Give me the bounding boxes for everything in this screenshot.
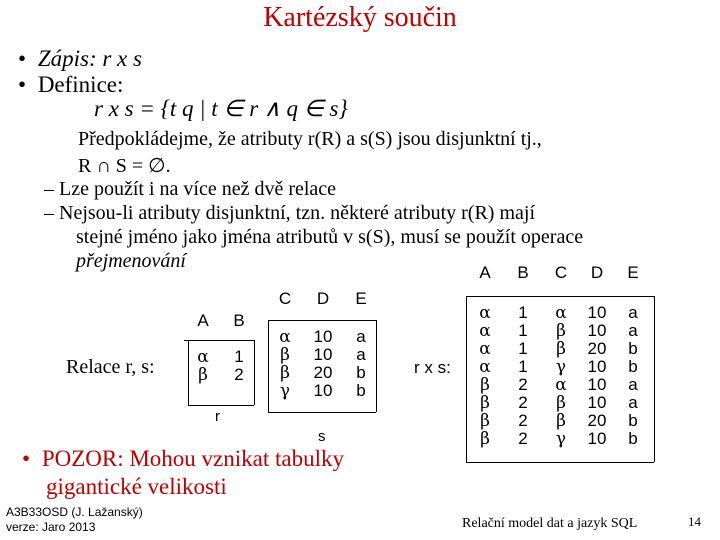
- header-d: D: [316, 289, 330, 308]
- cell: α: [555, 375, 567, 395]
- bullet-warning: [22, 446, 344, 472]
- rule: [188, 340, 189, 405]
- table-rxs-col-a: [470, 264, 500, 448]
- cell: 20: [313, 363, 333, 382]
- cell: a: [356, 327, 366, 346]
- assumption-line-1: Předpokládejme, že atributy r(R) a s(S) jsou disjunktní tj.,: [78, 128, 542, 150]
- cell: α: [479, 321, 491, 341]
- cell: β: [480, 393, 490, 413]
- rule: [654, 296, 655, 462]
- table-rxs: [466, 264, 656, 464]
- cell: 10: [313, 381, 333, 400]
- rule: [268, 320, 376, 321]
- bullet-dot: •: [22, 446, 31, 471]
- header-d: D: [590, 263, 604, 282]
- cell: β: [198, 365, 208, 385]
- cell: β: [556, 411, 566, 431]
- notation-text: Zápis: r x s: [37, 46, 142, 71]
- header-a: A: [479, 263, 491, 282]
- cell: 1: [234, 347, 244, 366]
- cell: 2: [518, 411, 528, 430]
- rule: [376, 320, 377, 412]
- cell: β: [480, 411, 490, 431]
- table-s-col-e: [346, 290, 376, 400]
- cell: a: [628, 321, 638, 340]
- cell: a: [628, 393, 638, 412]
- footer-version: verze: Jaro 2013: [6, 520, 96, 534]
- cell: a: [628, 375, 638, 394]
- cell: 1: [518, 303, 528, 322]
- cell: 20: [587, 411, 607, 430]
- warning-line-1: POZOR: Mohou vznikat tabulky: [41, 446, 344, 471]
- cell: 10: [587, 429, 607, 448]
- cell: a: [356, 345, 366, 364]
- rule: [268, 320, 269, 412]
- cell: b: [356, 363, 366, 382]
- bullet-dot: •: [18, 72, 27, 97]
- cell: 10: [587, 321, 607, 340]
- cell: 10: [587, 357, 607, 376]
- table-s-name: s: [318, 428, 326, 445]
- cell: α: [197, 347, 209, 367]
- rule: [188, 405, 254, 406]
- table-rxs-col-b: [508, 264, 538, 448]
- footer-author: A3B33OSD (J. Lažanský): [6, 505, 143, 519]
- warning-line-2: gigantické velikosti: [46, 474, 227, 499]
- cell: b: [356, 381, 366, 400]
- header-c: C: [278, 289, 292, 308]
- cell: γ: [555, 429, 567, 449]
- rule: [268, 412, 376, 413]
- cell: 2: [518, 429, 528, 448]
- cell: 1: [518, 357, 528, 376]
- cell: a: [628, 303, 638, 322]
- bullet-definition: [18, 72, 123, 98]
- table-s: [268, 290, 378, 420]
- cell: α: [479, 357, 491, 377]
- cell: γ: [555, 357, 567, 377]
- table-r-col-b: [224, 312, 254, 384]
- header-e: E: [355, 289, 367, 308]
- header-e: E: [627, 263, 639, 282]
- cell: 1: [518, 321, 528, 340]
- dash-non-disjoint-3: přejmenování: [76, 250, 186, 272]
- cell: α: [479, 339, 491, 359]
- cell: β: [280, 363, 290, 383]
- rxs-label: r x s:: [414, 358, 451, 377]
- relace-label: Relace r, s:: [66, 356, 155, 378]
- cell: b: [628, 357, 638, 376]
- cell: β: [480, 375, 490, 395]
- dash-multiple-relations: – Lze použít i na více než dvě relace: [44, 178, 337, 200]
- table-r-name: r: [215, 408, 220, 425]
- page-number: 14: [688, 514, 701, 529]
- table-r-col-a: [188, 312, 218, 384]
- rule: [254, 340, 255, 405]
- cell: β: [556, 339, 566, 359]
- cell: 20: [587, 339, 607, 358]
- assumption-line-2: R ∩ S = ∅.: [78, 155, 171, 177]
- cell: 2: [234, 365, 244, 384]
- cell: β: [556, 393, 566, 413]
- cell: β: [480, 429, 490, 449]
- cell: β: [280, 345, 290, 365]
- dash-non-disjoint-1: – Nejsou-li atributy disjunktní, tzn. některé atributy r(R) mají: [44, 202, 536, 224]
- cell: 10: [587, 303, 607, 322]
- footer-title: Relační model dat a jazyk SQL: [462, 516, 638, 531]
- table-rxs-col-d: [580, 264, 614, 448]
- rule: [466, 296, 467, 462]
- rule: [466, 462, 654, 463]
- table-s-col-d: [306, 290, 340, 400]
- rule: [466, 296, 654, 297]
- header-c: C: [554, 263, 568, 282]
- header-b: B: [517, 263, 529, 282]
- slide-title: Kartézský součin: [263, 2, 457, 33]
- table-rxs-col-e: [618, 264, 648, 448]
- cell: b: [628, 339, 638, 358]
- cell: 10: [313, 345, 333, 364]
- table-s-col-c: [270, 290, 300, 400]
- cell: 10: [313, 327, 333, 346]
- cell: γ: [279, 381, 291, 401]
- cell: 2: [518, 375, 528, 394]
- definition-formula: r x s = {t q | t ∈ r ∧ q ∈ s}: [94, 96, 348, 121]
- cell: α: [479, 303, 491, 323]
- dash-non-disjoint-2: stejné jméno jako jména atributů v s(S), musí se použít operace: [76, 226, 584, 248]
- bullet-notation: [18, 46, 142, 72]
- table-rxs-col-c: [546, 264, 576, 448]
- cell: β: [556, 321, 566, 341]
- cell: b: [628, 411, 638, 430]
- header-b: B: [233, 311, 245, 330]
- rule: [188, 340, 254, 341]
- cell: 10: [587, 393, 607, 412]
- cell: 1: [518, 339, 528, 358]
- cell: α: [279, 327, 291, 347]
- bullet-dot: •: [18, 46, 27, 71]
- definition-label: Definice:: [37, 72, 124, 97]
- cell: α: [555, 303, 567, 323]
- table-r: [188, 312, 258, 412]
- cell: b: [628, 429, 638, 448]
- cell: 10: [587, 375, 607, 394]
- cell: 2: [518, 393, 528, 412]
- header-a: A: [197, 311, 209, 330]
